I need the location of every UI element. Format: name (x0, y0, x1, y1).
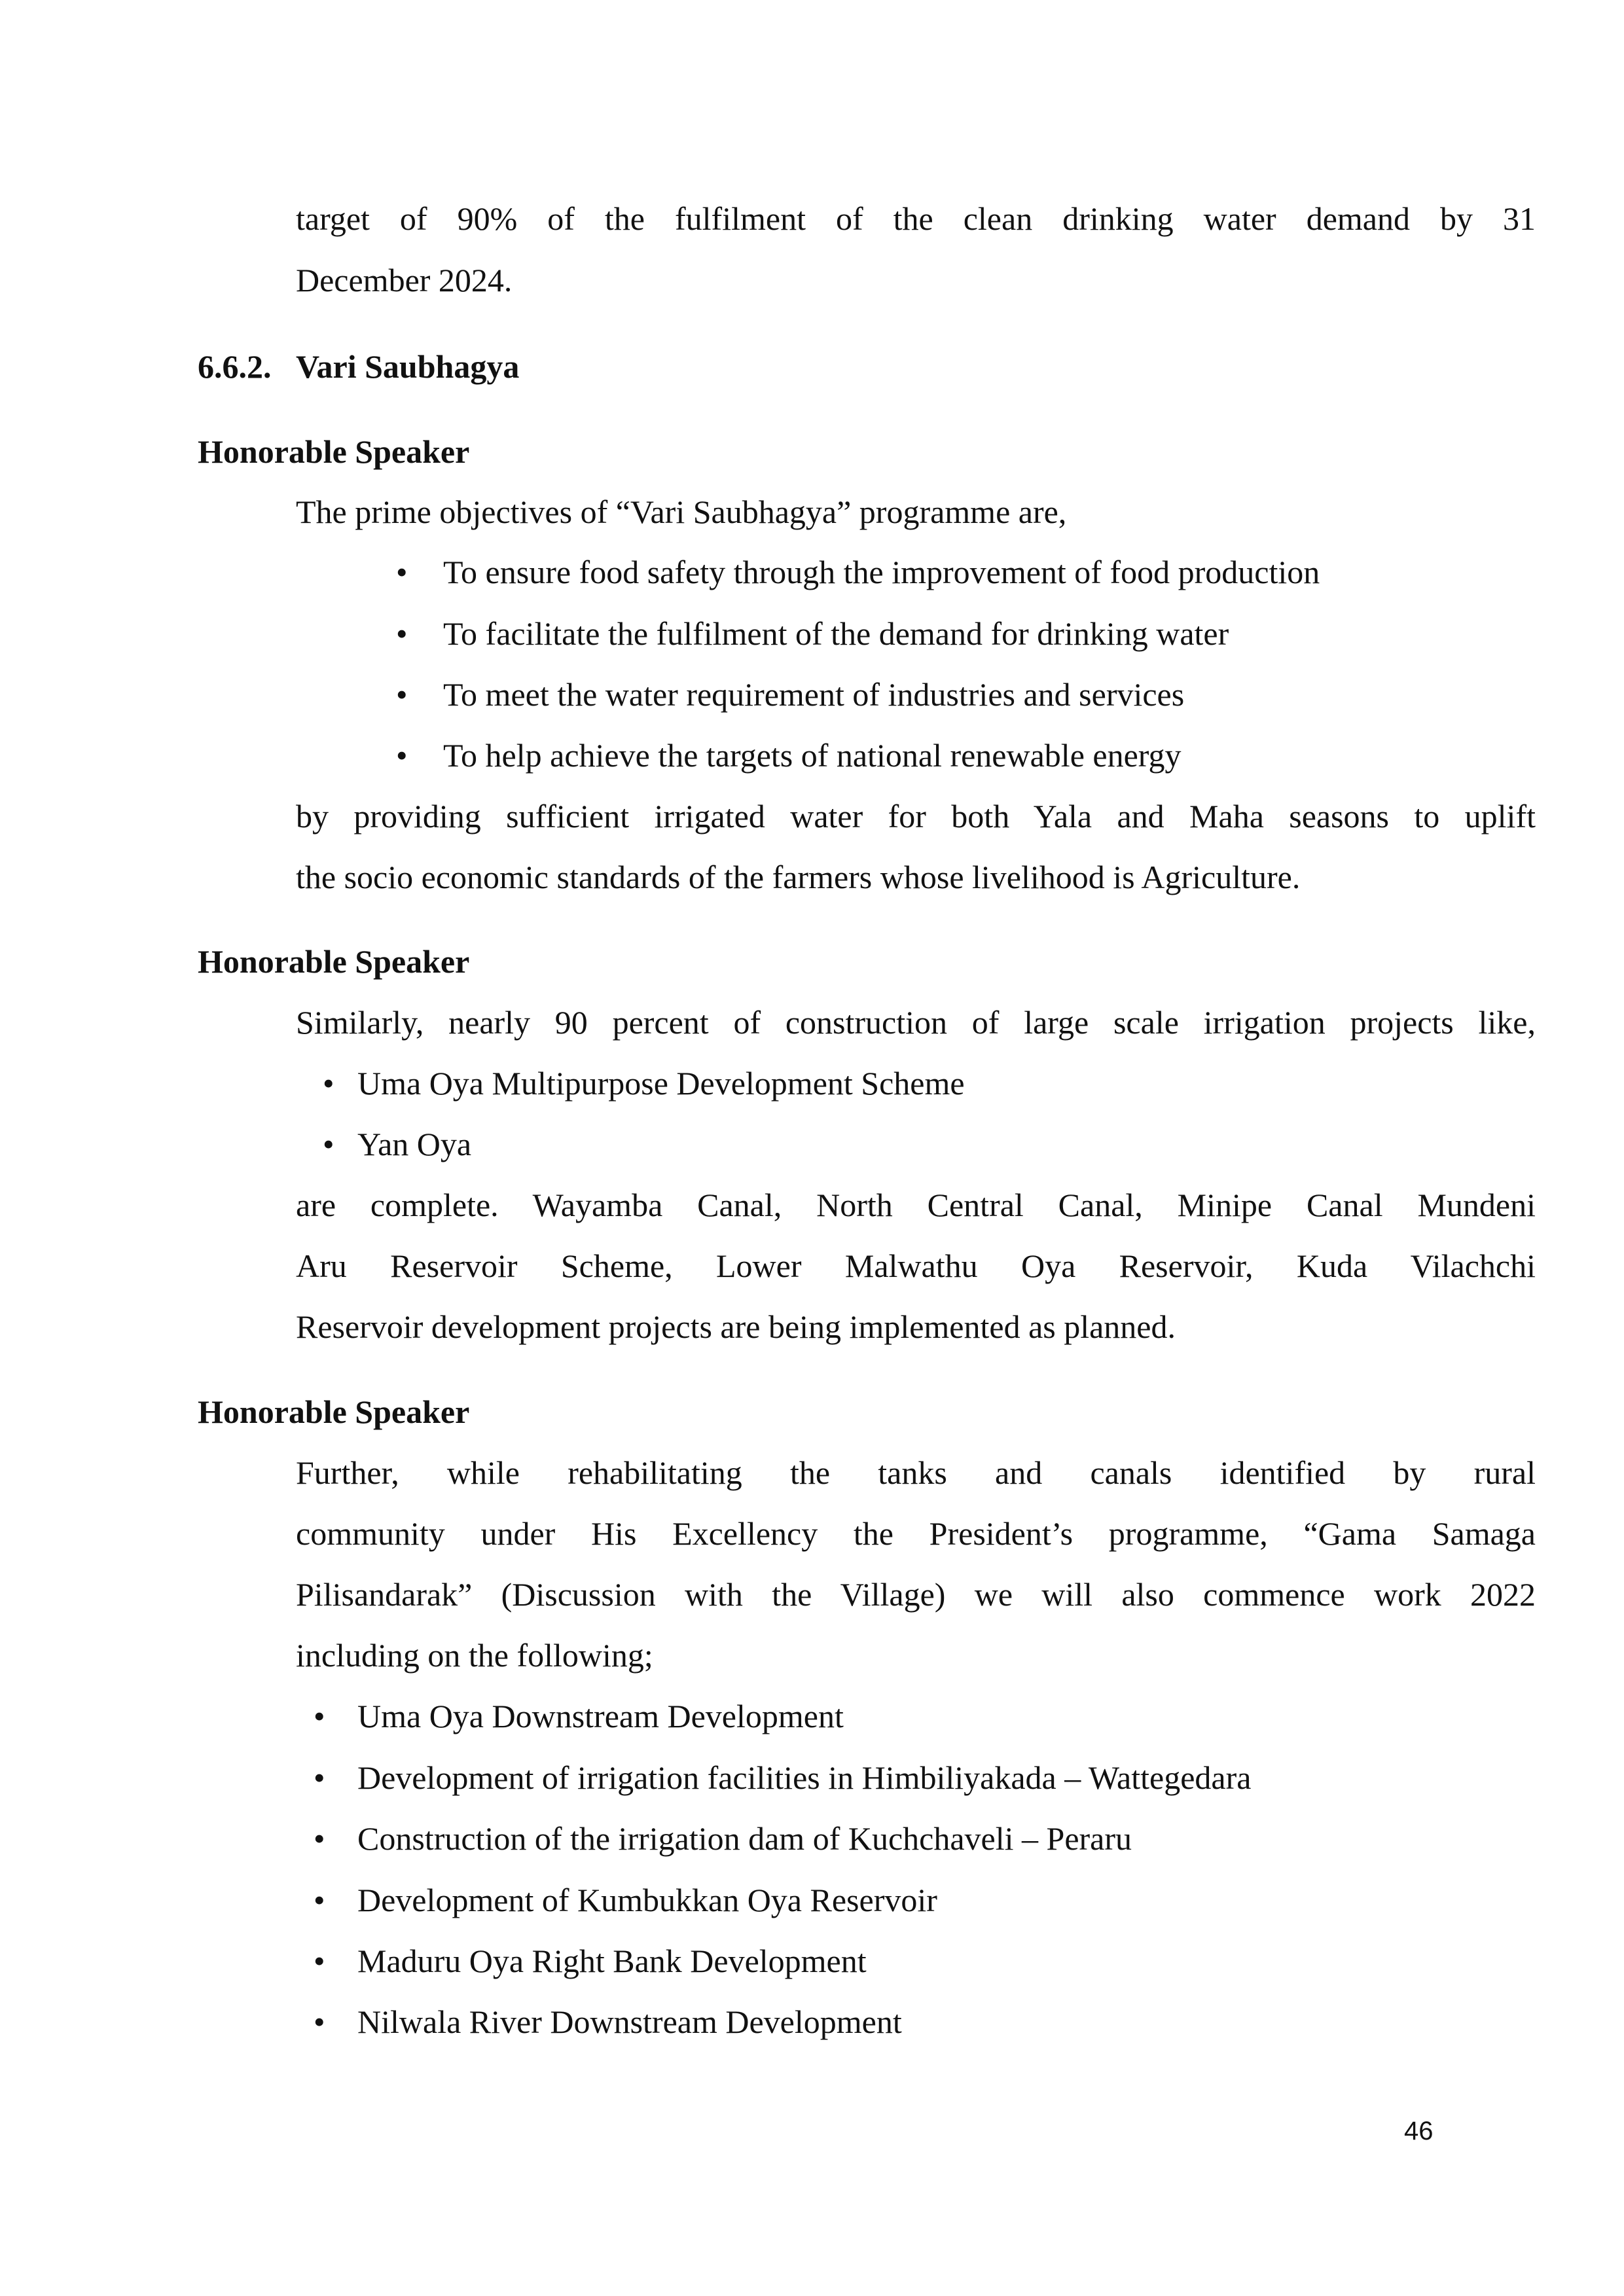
speaker-heading-2: Honorable Speaker (198, 943, 470, 980)
bullet-glyph: • (314, 1820, 325, 1857)
block3-bullet-item: Development of Kumbukkan Oya Reservoir (357, 1882, 937, 1918)
bullet-glyph: • (323, 1065, 334, 1102)
block1-bullet-item: To meet the water requirement of industries and services (443, 676, 1185, 713)
bullet-glyph: • (314, 1759, 325, 1796)
bullet-glyph: • (323, 1126, 334, 1162)
bullet-glyph: • (314, 1943, 325, 1979)
block2-closing-line-1: are complete. Wayamba Canal, North Central Canal, Minipe Canal Mundeni (296, 1187, 1536, 1223)
block3-bullet-item: Maduru Oya Right Bank Development (357, 1943, 867, 1979)
block3-para-line-2: community under His Excellency the President’s programme, “Gama Samaga (296, 1515, 1536, 1552)
speaker-heading-3: Honorable Speaker (198, 1393, 470, 1430)
block1-bullet-item: To help achieve the targets of national renewable energy (443, 737, 1182, 774)
bullet-glyph: • (396, 676, 408, 713)
continuation-line-2: December 2024. (296, 262, 513, 298)
block3-para-line-3: Pilisandarak” (Discussion with the Village) we will also commence work 2022 (296, 1576, 1536, 1613)
bullet-glyph: • (314, 1882, 325, 1918)
section-title: Vari Saubhagya (296, 348, 520, 385)
block2-closing-line-3: Reservoir development projects are being implemented as planned. (296, 1308, 1176, 1345)
bullet-glyph: • (396, 737, 408, 774)
page-number: 46 (1404, 2117, 1434, 2145)
block2-bullet-item: Yan Oya (357, 1126, 472, 1162)
block1-bullet-item: To ensure food safety through the improvement of food production (443, 554, 1320, 590)
speaker-heading-1: Honorable Speaker (198, 433, 470, 470)
block1-closing-line-1: by providing sufficient irrigated water for both Yala and Maha seasons to uplift (296, 798, 1536, 834)
block1-intro: The prime objectives of “Vari Saubhagya” programme are, (296, 493, 1067, 530)
section-number: 6.6.2. (198, 348, 272, 385)
block3-bullet-item: Development of irrigation facilities in Himbiliyakada – Wattegedara (357, 1759, 1252, 1796)
block2-intro: Similarly, nearly 90 percent of construction of large scale irrigation projects like, (296, 1004, 1536, 1041)
block3-bullet-item: Uma Oya Downstream Development (357, 1698, 844, 1734)
bullet-glyph: • (396, 615, 408, 652)
bullet-glyph: • (314, 1698, 325, 1734)
block3-bullet-item: Construction of the irrigation dam of Kuchchaveli – Peraru (357, 1820, 1132, 1857)
block2-bullet-item: Uma Oya Multipurpose Development Scheme (357, 1065, 965, 1102)
block3-para-line-4: including on the following; (296, 1637, 653, 1674)
bullet-glyph: • (314, 2003, 325, 2040)
bullet-glyph: • (396, 554, 408, 590)
continuation-line-1: target of 90% of the fulfilment of the clean drinking water demand by 31 (296, 200, 1536, 237)
block1-bullet-item: To facilitate the fulfilment of the demand for drinking water (443, 615, 1229, 652)
block2-closing-line-2: Aru Reservoir Scheme, Lower Malwathu Oya Reservoir, Kuda Vilachchi (296, 1247, 1536, 1284)
block3-bullet-item: Nilwala River Downstream Development (357, 2003, 902, 2040)
block1-closing-line-2: the socio economic standards of the farmers whose livelihood is Agriculture. (296, 859, 1301, 895)
block3-para-line-1: Further, while rehabilitating the tanks and canals identified by rural (296, 1454, 1536, 1491)
